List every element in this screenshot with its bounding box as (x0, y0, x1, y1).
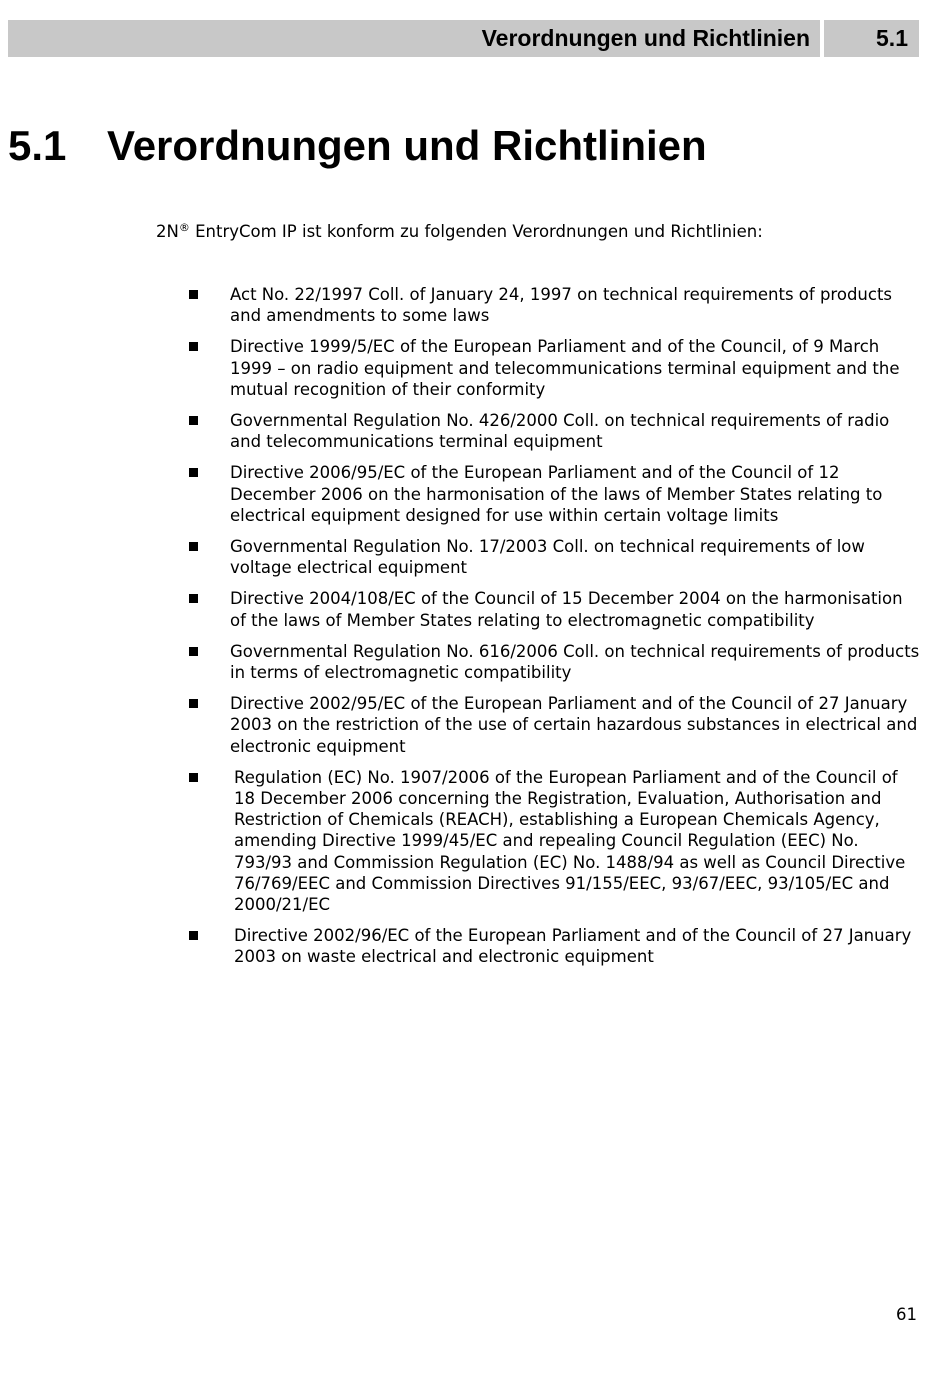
square-bullet-icon (189, 342, 198, 351)
intro-text: EntryCom IP ist konform zu folgenden Verordnungen und Richtlinien: (189, 222, 763, 241)
square-bullet-icon (189, 773, 198, 782)
list-item-text: Directive 2002/95/EC of the European Parliament and of the Council of 27 January 2003 on the restriction of the use of certain hazardous substances in electrical and electronic equipment (230, 694, 918, 756)
list-item (185, 410, 920, 452)
square-bullet-icon (189, 468, 198, 477)
list-item (185, 536, 920, 578)
list-item (185, 336, 920, 400)
list-item-text: Directive 2006/95/EC of the European Parliament and of the Council of 12 December 2006 on the harmonisation of the laws of Member States relating to electrical equipment designed for use within certain voltage limits (230, 463, 883, 525)
square-bullet-icon (189, 931, 198, 940)
product-name: 2N (156, 222, 179, 241)
header-title: Verordnungen und Richtlinien (8, 20, 820, 57)
list-item-text: Governmental Regulation No. 17/2003 Coll. on technical requirements of low voltage electrical equipment (230, 537, 865, 578)
intro-paragraph (156, 220, 763, 244)
header-section-number: 5.1 (824, 20, 919, 57)
list-item-text: Act No. 22/1997 Coll. of January 24, 1997 on technical requirements of products and amendments to some laws (230, 285, 893, 326)
square-bullet-icon (189, 699, 198, 708)
regulations-list (185, 284, 920, 978)
list-item (185, 693, 920, 757)
chapter-heading (8, 122, 707, 170)
list-item-text: Governmental Regulation No. 616/2006 Coll. on technical requirements of products in terms of electromagnetic compatibility (230, 641, 920, 683)
list-item-text: Governmental Regulation No. 426/2000 Coll. on technical requirements of radio and telecommunications terminal equipment (230, 411, 890, 452)
list-item (185, 641, 920, 683)
chapter-title: Verordnungen und Richtlinien (107, 122, 707, 169)
list-item-text: Directive 2004/108/EC of the Council of 15 December 2004 on the harmonisation of the laws of Member States relating to electromagnetic compatibility (230, 589, 903, 630)
list-item (185, 462, 920, 526)
trademark-symbol: ® (178, 221, 190, 234)
square-bullet-icon (189, 594, 198, 603)
list-item (185, 767, 920, 915)
list-item-text: Directive 2002/96/EC of the European Parliament and of the Council of 27 January 2003 on waste electrical and electronic equipment (234, 926, 912, 967)
list-item (185, 588, 920, 630)
square-bullet-icon (189, 416, 198, 425)
square-bullet-icon (189, 542, 198, 551)
chapter-number: 5.1 (8, 122, 67, 169)
page-number: 61 (896, 1305, 917, 1324)
list-item (185, 284, 920, 326)
square-bullet-icon (189, 647, 198, 656)
running-header (8, 20, 919, 57)
list-item-text: Regulation (EC) No. 1907/2006 of the European Parliament and of the Council of 18 December 2006 concerning the Registration, Evaluation, Authorisation and Restriction of Chemicals (REACH), establishing a European Chemicals Agency, amending Directive 1999/45/EC and repealing Council Regulation (EEC) No. 793/93 and Commission Regulation (EC) No. 1488/94 as well as Council Directive 76/769/EEC and Commission Directives 91/155/EEC, 93/67/EEC, 93/105/EC and 2000/21/EC (234, 767, 906, 915)
list-item-text: Directive 1999/5/EC of the European Parliament and of the Council, of 9 March 1999 – on radio equipment and telecommunications terminal equipment and the mutual recognition of their conformity (230, 337, 900, 399)
square-bullet-icon (189, 290, 198, 299)
list-item (185, 925, 920, 967)
